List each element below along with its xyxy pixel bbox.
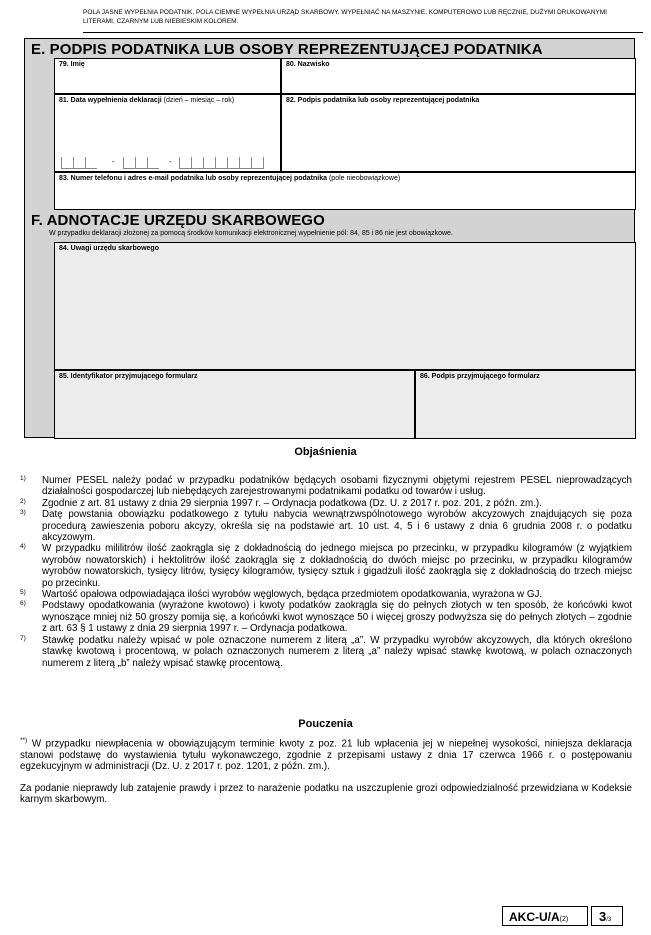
date-cell: [123, 157, 135, 169]
form-version: (2): [559, 916, 569, 923]
field-84-label: 84. Uwagi urzędu skarbowego: [59, 245, 159, 252]
footnote-item: 5) Wartość opałowa odpowiadająca ilości wyrobów węglowych, będąca przedmiotem opodatkowania, wyrażona w GJ.: [20, 589, 543, 601]
date-cell: [215, 157, 227, 169]
field-86-receiver-signature: [415, 370, 636, 439]
field-79-label: 79. Imię: [59, 61, 85, 68]
field-83-label: 83. Numer telefonu i adres e-mail podatnika lub osoby reprezentującej podatnika (pole nieobowiązkowe): [59, 175, 401, 182]
date-cell: [203, 157, 215, 169]
footnote-item: 7) Stawkę podatku należy wpisać w pole oznaczone numerem z literą „a”. W przypadku wyrobów akcyzowych, dla których określono stawkę kwotową i procentową, w polach oznaczonych numerem z literą „a” należy wpisać stawkę kwotową, w polach oznaczonych numerem z literą „b” należy wpisać stawkę procentową.: [20, 634, 632, 669]
footnote-item: 6) Podstawy opodatkowania (wyrażone kwotowo) i kwoty podatków zaokrągla się do pełnych złotych w ten sposób, że końcówki kwot wynoszące mniej niż 50 groszy pomija się, a końcówki kwot wynoszące 50 i więcej groszy podwyższa się do pełnych złotych – zgodnie z art. 63 § 1 ustawy z dnia 29 sierpnia 1997 r. – Ordynacja podatkowa.: [20, 600, 632, 635]
field-81-label: 81. Data wypełnienia deklaracji (dzień – miesiąc – rok): [59, 97, 235, 104]
field-84-remarks: [54, 242, 636, 370]
field-82-signature[interactable]: [281, 94, 636, 172]
field-80-label: 80. Nazwisko: [286, 61, 330, 68]
field-79-first-name[interactable]: [54, 58, 281, 94]
field-86-label: 86. Podpis przyjmującego formularz: [420, 373, 540, 380]
date-cell: [239, 157, 251, 169]
instructions-title: Pouczenia: [298, 718, 353, 730]
explanations-title: Objaśnienia: [294, 446, 357, 458]
form-code: AKC-U/A: [509, 910, 560, 924]
page-total: /3: [606, 917, 612, 923]
date-cell: [191, 157, 203, 169]
section-f-title: F. ADNOTACJE URZĘDU SKARBOWEGO: [31, 212, 325, 229]
field-81-filling-date[interactable]: [54, 94, 281, 172]
date-cell: [147, 157, 159, 169]
instructions-paragraph-2: Za podanie nieprawdy lub zatajenie prawdy i przez to narażenie podatku na uszczuplenie grozi odpowiedzialność przewidziana w Kodeksie karnym skarbowym.: [20, 783, 632, 806]
page-number: 3: [599, 909, 607, 924]
header-divider: [83, 32, 643, 33]
date-cell: [135, 157, 147, 169]
date-cell: [227, 157, 239, 169]
section-e-title: E. PODPIS PODATNIKA LUB OSOBY REPREZENTUJĄCEJ PODATNIKA: [31, 41, 543, 58]
date-cell: [179, 157, 191, 169]
field-80-last-name[interactable]: [281, 58, 636, 94]
page-number-box: [591, 906, 623, 926]
footnote-item: 2) Zgodnie z art. 81 ustawy z dnia 29 sierpnia 1997 r. – Ordynacja podatkowa (Dz. U. z 2017 r. poz. 201, z późn. zm.).: [20, 497, 542, 509]
footnote-item: 4) W przypadku mililitrów ilość zaokrągla się z dokładnością do jednego miejsca po przecinku, w przypadku kilogramów (z wyjątkiem wyrobów nowatorskich) i hektolitrów ilość zaokrągla się z dokładnością do dwóch miejsc po przecinku, w przypadku kilogramów wyrobów nowatorskich, tysięcy litrów, tysięcy kilogramów, tysięcy sztuk i gigadżuli ilość zaokrągla się z dokładnością do trzech miejsc po przecinku.: [20, 543, 632, 589]
field-85-label: 85. Identyfikator przyjmującego formularz: [59, 373, 198, 380]
form-sections: [24, 38, 635, 438]
date-cell: [61, 157, 73, 169]
date-cell: [73, 157, 85, 169]
date-separator: -: [112, 157, 115, 166]
date-cell: [85, 157, 97, 169]
field-83-phone-email[interactable]: [54, 172, 636, 210]
field-85-receiver-id: [54, 370, 415, 439]
footnote-item: 3) Datę powstania obowiązku podatkowego z tytułu nabycia wewnątrzwspólnotowego wyrobów akcyzowych znajdujących się poza procedurą zawieszenia poboru akcyzy, określa się na podstawie art. 10 ust. 4, 5 i 6 ustawy z dnia 6 grudnia 2008 r. o podatku akcyzowym.: [20, 509, 632, 544]
form-code-box: [502, 906, 588, 926]
field-82-label: 82. Podpis podatnika lub osoby reprezentującej podatnika: [286, 97, 480, 104]
date-separator: -: [169, 157, 172, 166]
header-instruction: POLA JASNE WYPEŁNIA PODATNIK, POLA CIEMNE WYPEŁNIA URZĄD SKARBOWY. WYPEŁNIAĆ NA MASZYNIE, KOMPUTEROWO LUB RĘCZNIE, DUŻYMI DRUKOWANYMI LITERAMI, CZARNYM LUB NIEBIESKIM KOLOREM.: [83, 9, 607, 25]
date-cell: [251, 157, 264, 169]
instructions-paragraph-1: **) W przypadku niewpłacenia w obowiązującym terminie kwoty z poz. 21 lub wpłacenia jej w niepełnej wysokości, niniejsza deklaracja stanowi podstawę do wystawienia tytułu wykonawczego, zgodnie z przepisami ustawy z dnia 17 czerwca 1966 r. o postępowaniu egzekucyjnym w administracji (Dz. U. z 2017 r. poz. 1201, z późn. zm.).: [20, 737, 632, 773]
footnote-item: 1) Numer PESEL należy podać w przypadku podatników będących osobami fizycznymi objętymi rejestrem PESEL nieprowadzących działalności gospodarczej lub niebędących zarejestrowanymi podatnikami podatku od towarów i usług.: [20, 475, 632, 498]
explanations-list: [20, 475, 632, 669]
section-f-note: W przypadku deklaracji złożonej za pomocą środków komunikacji elektronicznej wypełnienie pól: 84, 85 i 86 nie jest obowiązkowe.: [49, 230, 453, 237]
